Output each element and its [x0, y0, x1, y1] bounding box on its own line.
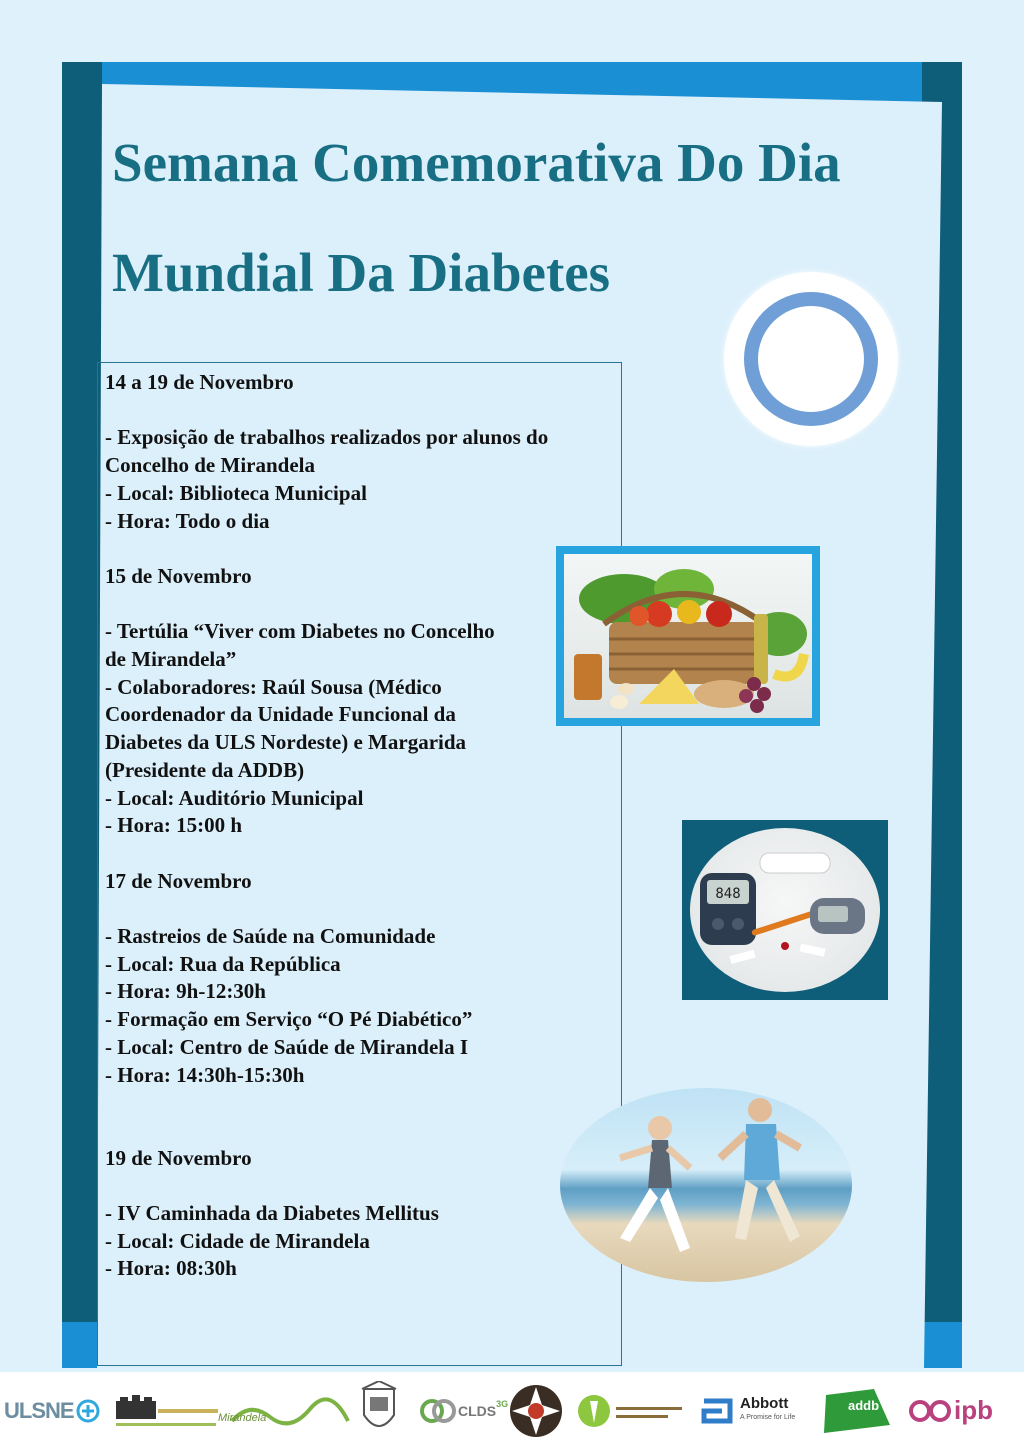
information-center-logo — [576, 1372, 686, 1449]
program-line: - Local: Cidade de Mirandela — [105, 1228, 370, 1253]
program-line: Diabetes da ULS Nordeste) e Margarida — [105, 730, 467, 755]
ipb-logo — [908, 1372, 993, 1449]
glucometer-reading: 848 — [715, 886, 741, 902]
title-line-1: Semana Comemorativa Do Dia — [112, 132, 841, 193]
abbott-logo-text: Abbott — [740, 1394, 789, 1412]
food-basket-image — [556, 546, 820, 726]
program-line: Coordenador da Unidade Funcional da — [105, 702, 456, 727]
program-line: - Local: Auditório Municipal — [105, 785, 364, 810]
sponsor-logo-strip — [0, 1372, 1024, 1449]
emblem-logo — [506, 1372, 566, 1449]
program-line: - Exposição de trabalhos realizados por alunos do — [105, 425, 549, 450]
addb-logo-text: addb — [848, 1398, 880, 1413]
title-line-2: Mundial Da Diabetes — [112, 242, 611, 303]
program-line: - Local: Centro de Saúde de Mirandela I — [105, 1034, 469, 1059]
program-line: Concelho de Mirandela — [105, 453, 315, 478]
program-line: - Hora: 9h-12:30h — [105, 979, 266, 1004]
program-line: - Local: Rua da República — [105, 951, 341, 976]
runners-image — [560, 1088, 852, 1282]
abbott-logo — [700, 1372, 795, 1449]
clds-logo-superscript: 3G — [496, 1398, 509, 1409]
coat-of-arms-logo — [358, 1372, 400, 1449]
glucometer-image — [682, 820, 888, 1000]
blue-circle-icon — [724, 272, 898, 446]
abbott-tagline: A Promise for Life — [740, 1413, 796, 1421]
date-heading: 14 a 19 de Novembro — [105, 370, 294, 394]
municipal-library-logo — [112, 1372, 222, 1449]
program-box — [97, 362, 622, 1366]
program-line: - Hora: 15:00 h — [105, 813, 243, 838]
mirandela-logo — [218, 1372, 350, 1449]
ulsne-logo — [4, 1372, 100, 1449]
date-heading: 15 de Novembro — [105, 563, 252, 588]
mirandela-logo-text: Mirandela — [218, 1412, 267, 1424]
program-line: - Formação em Serviço “O Pé Diabético” — [105, 1007, 473, 1032]
program-line: - Rastreios de Saúde na Comunidade — [105, 923, 436, 948]
ulsne-logo-text: ULSNE — [4, 1397, 74, 1423]
ipb-logo-text: ipb — [954, 1395, 993, 1425]
program-line: - IV Caminhada da Diabetes Mellitus — [105, 1200, 439, 1225]
clds-logo-text: CLDS — [458, 1402, 497, 1419]
clds-logo — [418, 1372, 508, 1449]
program-line: de Mirandela” — [105, 646, 237, 671]
frame-left-bar — [62, 62, 102, 1368]
program-line: - Hora: 14:30h-15:30h — [105, 1062, 305, 1087]
date-heading: 17 de Novembro — [105, 868, 252, 893]
program-line: (Presidente da ADDB) — [105, 757, 305, 782]
date-heading: 19 de Novembro — [105, 1145, 252, 1170]
program-line: - Hora: Todo o dia — [105, 508, 270, 533]
program-line: - Local: Biblioteca Municipal — [105, 480, 367, 505]
addb-logo — [818, 1372, 898, 1449]
program-line: - Colaboradores: Raúl Sousa (Médico — [105, 674, 442, 699]
program-line: - Tertúlia “Viver com Diabetes no Concelho — [105, 619, 495, 644]
program-line: - Hora: 08:30h — [105, 1256, 237, 1281]
